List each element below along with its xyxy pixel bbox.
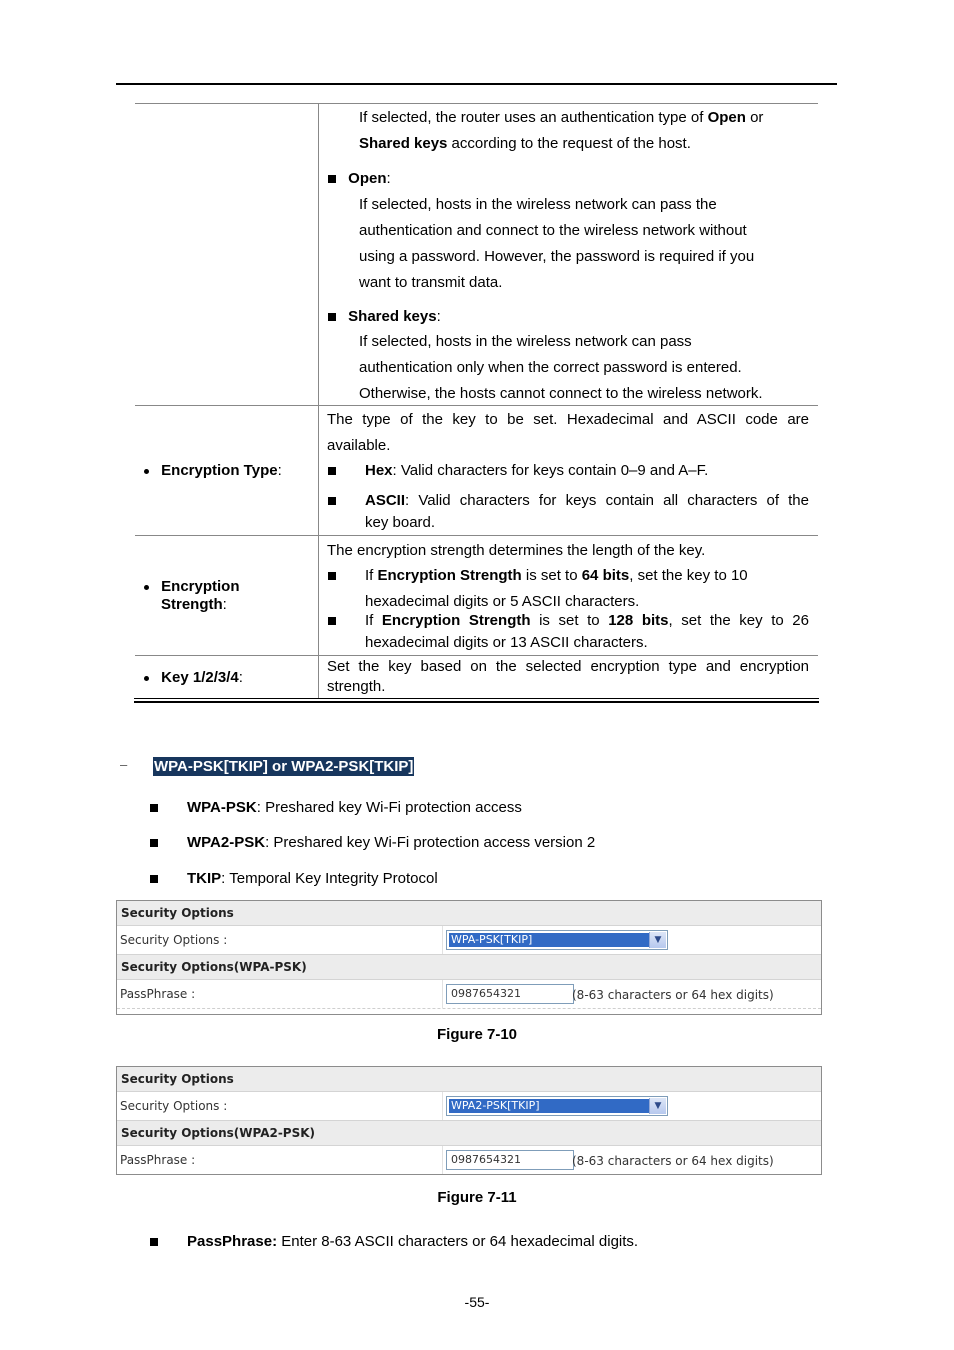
figure-caption: Figure 7-11 [437, 1189, 517, 1206]
ascii-term: ASCII [365, 492, 406, 509]
header-rule [116, 83, 837, 85]
enc-strength-label: Encryption Strength: [144, 578, 240, 614]
auth-intro-post: according to the request of the host. [447, 135, 691, 152]
bullet-text: : Temporal Key Integrity Protocol [221, 870, 438, 887]
open-line: using a password. However, the password is required if you [359, 248, 755, 265]
field-separator [442, 980, 443, 1008]
hex-desc: : Valid characters for keys contain 0–9 and A–F. [392, 462, 709, 479]
enc-type-label: Encryption Type: [144, 462, 282, 479]
square-bullet-icon [328, 467, 336, 475]
enc-type-label-text: Encryption Type [161, 462, 278, 479]
figure-caption: Figure 7-10 [436, 1026, 518, 1043]
bullet-wpa-psk-text [187, 795, 522, 821]
section-dash: – [120, 757, 128, 772]
ascii-desc: key board. [365, 514, 436, 531]
auth-intro-open: Open [707, 109, 746, 126]
panel-footer [117, 1008, 821, 1014]
auth-intro-shared: Shared keys [359, 135, 448, 152]
key-label-text: Key 1/2/3/4 [161, 669, 239, 686]
square-bullet-icon [328, 572, 336, 580]
square-bullet-icon [150, 1238, 158, 1246]
open-line: authentication and connect to the wireless network without [359, 222, 747, 239]
passphrase-row [117, 1146, 821, 1174]
strength-64-if: If [365, 567, 378, 584]
strength-64-term: Encryption Strength [377, 567, 522, 584]
bullet-tkip [150, 866, 158, 892]
field-separator [442, 926, 443, 954]
bullet-text: : Preshared key Wi-Fi protection access [256, 799, 522, 816]
key-desc: strength. [327, 678, 386, 695]
bullet-wpa2-psk [150, 830, 158, 856]
chevron-down-icon[interactable]: ▼ [649, 1098, 666, 1114]
shared-bullet: Shared keys: [328, 304, 441, 330]
passphrase-label: PassPhrase : [120, 987, 196, 1001]
field-separator [442, 1146, 443, 1174]
passphrase-input[interactable]: 0987654321 [446, 1150, 574, 1170]
open-bullet: Open: [328, 166, 391, 192]
hex-bullet [328, 458, 336, 484]
bullet-wpa-psk [150, 795, 158, 821]
ascii-bullet [328, 488, 336, 514]
strength-64-end: , set the key to 10 [629, 567, 748, 584]
key-label: Key 1/2/3/4: [144, 669, 243, 686]
open-line: want to transmit data. [359, 274, 503, 291]
passphrase-hint: (8-63 characters or 64 hex digits) [572, 988, 774, 1002]
strength-128-term: Encryption Strength [381, 612, 531, 629]
hex-text [365, 458, 708, 484]
strength-bullet-64 [328, 563, 336, 589]
security-options-selected: WPA2-PSK[TKIP] [449, 1099, 649, 1113]
security-options-row [117, 926, 821, 955]
square-bullet-icon [328, 313, 336, 321]
security-options-row [117, 1092, 821, 1121]
dot-bullet-icon [144, 585, 149, 590]
strength-bullet-128 [328, 608, 336, 634]
enc-type-desc: The type of the key to be set. Hexadecimal and ASCII code are [327, 411, 809, 428]
strength-128-mid: is set to [530, 612, 609, 629]
square-bullet-icon [150, 875, 158, 883]
chevron-down-icon[interactable]: ▼ [649, 932, 666, 948]
panel-header: Security Options [117, 901, 821, 926]
security-options-label: Security Options : [120, 1099, 228, 1113]
auth-intro-text: If selected, the router uses an authentication type of [359, 109, 708, 126]
square-bullet-icon [150, 839, 158, 847]
passphrase-input[interactable]: 0987654321 [446, 984, 574, 1004]
open-title: Open [348, 170, 387, 187]
strength-128-if: If [365, 612, 382, 629]
strength-64-mid: is set to [521, 567, 582, 584]
table-top-border [135, 103, 818, 104]
square-bullet-icon [328, 175, 336, 183]
passphrase-note-term: PassPhrase: [187, 1233, 278, 1250]
strength-128-value: 128 bits [608, 612, 669, 629]
passphrase-bullet [150, 1229, 158, 1255]
dot-bullet-icon [144, 469, 149, 474]
field-separator [442, 1092, 443, 1120]
page-number: -55- [464, 1294, 490, 1310]
security-options-select[interactable] [446, 930, 668, 950]
passphrase-note [187, 1229, 638, 1255]
enc-strength-desc: The encryption strength determines the length of the key. [327, 542, 706, 559]
bullet-term: WPA2-PSK [187, 834, 266, 851]
panel-header: Security Options(WPA2-PSK) [117, 1121, 821, 1146]
key-desc: Set the key based on the selected encryption type and encryption [327, 658, 809, 675]
table-bottom-border [134, 701, 819, 703]
enc-type-desc: available. [327, 437, 391, 454]
shared-line: Otherwise, the hosts cannot connect to the wireless network. [359, 385, 763, 402]
dot-bullet-icon [144, 676, 149, 681]
security-options-select[interactable] [446, 1096, 668, 1116]
hex-term: Hex [365, 462, 393, 479]
strength-128-text [365, 608, 809, 634]
section-heading: WPA-PSK[TKIP] or WPA2-PSK[TKIP] [154, 758, 414, 775]
figure-7-11-screenshot [116, 1066, 822, 1175]
ascii-desc: : Valid characters for keys contain all characters of the [405, 492, 809, 509]
auth-intro [359, 105, 819, 157]
enc-strength-label-text: Strength [161, 596, 223, 613]
strength-128-end: , set the key to 26 [668, 612, 809, 629]
open-description [359, 192, 819, 296]
ascii-text [365, 488, 809, 514]
table-bottom-border [134, 698, 819, 699]
strength-64-value: 64 bits [581, 567, 630, 584]
bullet-text: : Preshared key Wi-Fi protection access version 2 [265, 834, 596, 851]
passphrase-label: PassPhrase : [120, 1153, 196, 1167]
enc-strength-label-text: Encryption [161, 578, 240, 595]
square-bullet-icon [328, 497, 336, 505]
bullet-tkip-text [187, 866, 438, 892]
bullet-wpa2-psk-text [187, 830, 595, 856]
shared-line: If selected, hosts in the wireless network can pass [359, 333, 692, 350]
table-column-divider [318, 103, 319, 699]
bullet-term: TKIP [187, 870, 222, 887]
passphrase-note-text: Enter 8-63 ASCII characters or 64 hexadecimal digits. [277, 1233, 639, 1250]
passphrase-hint: (8-63 characters or 64 hex digits) [572, 1154, 774, 1168]
passphrase-row [117, 980, 821, 1008]
security-options-selected: WPA-PSK[TKIP] [449, 933, 649, 947]
auth-intro-or: or [745, 109, 764, 126]
bullet-term: WPA-PSK [187, 799, 257, 816]
shared-line: authentication only when the correct password is entered. [359, 359, 742, 376]
shared-description [359, 329, 819, 407]
open-line: If selected, hosts in the wireless network can pass the [359, 196, 717, 213]
strength-64-line2: hexadecimal digits or 5 ASCII characters. [365, 593, 640, 610]
square-bullet-icon [328, 617, 336, 625]
panel-header: Security Options(WPA-PSK) [117, 955, 821, 980]
table-row-divider [135, 535, 818, 536]
shared-title: Shared keys [348, 308, 437, 325]
strength-64-text [365, 563, 748, 589]
square-bullet-icon [150, 804, 158, 812]
security-options-label: Security Options : [120, 933, 228, 947]
strength-128-line2: hexadecimal digits or 13 ASCII characters. [365, 634, 648, 651]
panel-header: Security Options [117, 1067, 821, 1092]
figure-7-10-screenshot [116, 900, 822, 1015]
